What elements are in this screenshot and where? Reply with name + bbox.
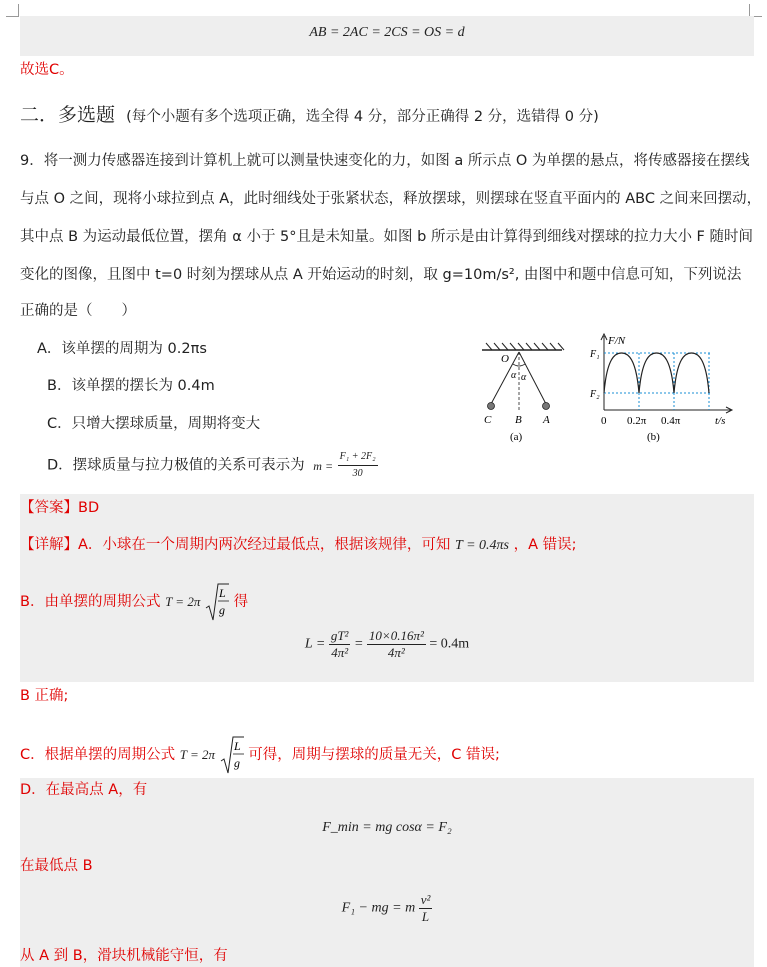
- detail-b-intro: B．由单摆的周期公式: [20, 594, 161, 610]
- detail-c-formula-prefix: T = 2π: [179, 747, 216, 762]
- detail-d-block: [20, 778, 754, 967]
- top-equation: AB = 2AC = 2CS = OS = d: [309, 25, 465, 40]
- b-eq-num2: 10×0.16π²: [368, 628, 424, 643]
- fig-a-label-alpha-left: α: [511, 370, 517, 381]
- section-title: 二．多选题: [20, 104, 116, 126]
- fig-b-tick-04pi: 0.4π: [661, 415, 681, 427]
- detail-b-line: [20, 580, 248, 624]
- detail-d-line: D．在最高点 A，有: [20, 782, 148, 798]
- section-heading: [20, 100, 599, 127]
- b-eq-frac2: [367, 628, 426, 661]
- lowest-point-text: 在最低点 B: [20, 858, 93, 874]
- d-equation-2: [20, 892, 754, 925]
- answer-label: 【答案】BD: [20, 500, 100, 516]
- choose-c-text: 故选C。: [20, 62, 74, 78]
- fig-b-tick-f1: F₁: [590, 349, 600, 360]
- fig-b-y-label: F/N: [608, 335, 626, 347]
- b-eq-num1: gT²: [330, 628, 349, 643]
- fig-a-label-o: O: [501, 353, 509, 365]
- detail-c-sqrt: [220, 733, 244, 777]
- detail-b-formula-prefix: T = 2π: [165, 594, 201, 609]
- detail-a-formula: T = 0.4πs: [455, 538, 509, 553]
- fig-b-caption: (b): [647, 431, 660, 443]
- svg-text:L: L: [218, 586, 226, 600]
- corner-mark-left: [6, 4, 19, 17]
- d-eq2-num: v²: [420, 892, 431, 907]
- fig-a-label-c: C: [484, 414, 492, 426]
- b-eq-den2: 4π²: [387, 645, 405, 660]
- section-note: (每个小题有多个选项正确，选全得 4 分，部分正确得 2 分，选错得 0 分): [126, 109, 599, 125]
- b-eq-lhs: L =: [304, 636, 326, 652]
- option-d-fraction: [338, 449, 378, 482]
- option-c[interactable]: C．只增大摆球质量，周期将变大: [47, 416, 261, 432]
- fig-b-tick-0: 0: [601, 415, 607, 427]
- fig-b-tick-02pi: 0.2π: [627, 415, 647, 427]
- svg-text:g: g: [233, 756, 240, 770]
- from-a-to-b-text: 从 A 到 B，滑块机械能守恒，有: [20, 948, 228, 964]
- svg-text:g: g: [218, 603, 225, 617]
- figure-a-pendulum: [478, 342, 568, 446]
- detail-c-start: C．根据单摆的周期公式: [20, 747, 176, 763]
- b-equation: L = $\frac{\text{gT²}}{\text{4π²}}$ = $\frac{\text{10×0.16π²}}{\text{4π²}}$ = 0.4m: [304, 628, 470, 660]
- svg-text:L: L: [233, 739, 241, 753]
- detail-a-end: ，A 错误;: [513, 537, 577, 553]
- b-correct-text: B 正确;: [20, 688, 69, 704]
- option-a[interactable]: A．该单摆的周期为 0.2πs: [37, 341, 207, 357]
- detail-a-line: [20, 535, 577, 556]
- d-eq2-den: L: [421, 909, 430, 924]
- d-equation-1: F_min = mg cosα = F₂: [322, 820, 452, 835]
- option-d-label: D．摆球质量与拉力极值的关系可表示为: [47, 457, 305, 474]
- option-d-numerator: F₁ + 2F₂: [338, 449, 378, 466]
- fig-a-caption: (a): [510, 431, 523, 443]
- option-b[interactable]: B．该单摆的摆长为 0.4m: [47, 378, 215, 394]
- detail-c-end: 可得，周期与摆球的质量无关，C 错误;: [248, 747, 500, 763]
- d-eq2-left: F₁ − mg = m: [341, 900, 416, 916]
- question-line-3: 其中点 B 为运动最低位置，摆角 α 小于 5°且是未知量。如图 b 所示是由计算得到细线对摆球的拉力大小 F 随时间: [20, 229, 754, 245]
- question-line-1: 9．将一测力传感器连接到计算机上就可以测量快速变化的力，如图 a 所示点 O 为单摆的悬点，将传感器接在摆线: [20, 153, 750, 169]
- question-line-4: 变化的图像，且图中 t=0 时刻为摆球从点 A 开始运动的时刻，取 g=10m/s², 由图中和题中信息可知，下列说法: [20, 267, 742, 283]
- detail-b-get: 得: [233, 594, 249, 610]
- question-line-5: 正确的是（ ）: [20, 303, 136, 319]
- fig-a-label-alpha-right: α: [521, 372, 527, 383]
- figure-b-force-graph: [585, 330, 735, 446]
- fig-a-label-a: A: [543, 414, 550, 426]
- fig-b-tick-f2: F₂: [590, 389, 600, 400]
- detail-a-text: 【详解】A．小球在一个周期内两次经过最低点，根据该规律，可知: [20, 537, 451, 553]
- b-eq-frac1: [329, 628, 351, 661]
- option-d-denominator: 30: [352, 468, 363, 479]
- d-eq2-frac: [419, 892, 433, 925]
- option-d-lhs: m =: [313, 458, 334, 473]
- b-eq-result: = 0.4m: [429, 636, 470, 652]
- fig-a-label-b: B: [515, 414, 522, 426]
- question-line-2: 与点 O 之间，现将小球拉到点 A，此时细线处于张紧状态，释放摆球，则摆球在竖直平面内的 ABC 之间来回摆动，: [20, 191, 762, 207]
- b-eq-den1: 4π²: [331, 645, 349, 660]
- detail-c-line: [20, 733, 500, 777]
- option-d[interactable]: [47, 449, 378, 482]
- detail-b-sqrt: [205, 580, 229, 624]
- fig-b-x-label: t/s: [715, 415, 726, 427]
